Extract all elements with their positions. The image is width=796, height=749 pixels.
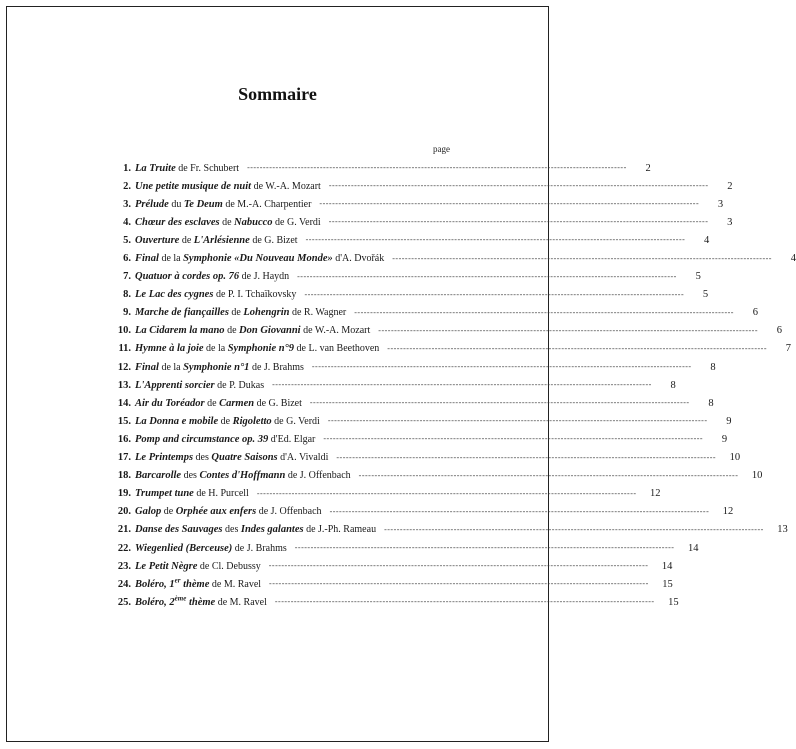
- toc-entry-label: Une petite musique de nuit de W.-A. Mozart: [135, 180, 321, 192]
- toc-entry-page: 4: [704, 234, 710, 246]
- toc-entry-label: Le Petit Nègre de Cl. Debussy: [135, 560, 261, 572]
- toc-entry: [103, 268, 701, 286]
- toc-leader: ------------------------------------------------------------------------------------------------------------------------: [256, 488, 637, 498]
- page-title: Sommaire: [238, 84, 317, 104]
- toc-entry: [103, 376, 676, 394]
- page-column-header: page: [433, 144, 450, 154]
- toc-leader: ------------------------------------------------------------------------------------------------------------------------: [294, 543, 675, 553]
- toc-leader: ------------------------------------------------------------------------------------------------------------------------: [329, 506, 710, 516]
- toc-entry-label: La Truite de Fr. Schubert: [135, 162, 240, 174]
- toc-entry-label: Marche de fiançailles de Lohengrin de R. Wagner: [135, 307, 347, 319]
- toc-entry: [103, 521, 788, 539]
- toc-entry-label: Barcarolle des Contes d'Hoffmann de J. Offenbach: [135, 470, 351, 482]
- toc-leader: ------------------------------------------------------------------------------------------------------------------------: [269, 579, 649, 589]
- toc-entry-label: Trumpet tune de H. Purcell: [135, 488, 249, 500]
- toc-leader: ------------------------------------------------------------------------------------------------------------------------: [309, 398, 690, 408]
- toc-entry-label: Danse des Sauvages des Indes galantes de J.-Ph. Rameau: [135, 524, 377, 536]
- toc-entry: [103, 249, 796, 267]
- toc-entry-page: 3: [717, 198, 724, 210]
- toc-entry-page: 4: [790, 253, 796, 265]
- page-frame: [6, 6, 796, 742]
- toc-entry-page: 13: [777, 524, 788, 536]
- toc-entry-page: 7: [785, 343, 791, 355]
- toc-entry-label: Air du Toréador de Carmen de G. Bizet: [135, 397, 302, 409]
- toc-entry: [103, 467, 763, 485]
- toc-entry-number: 8.: [123, 289, 131, 301]
- toc-leader: ------------------------------------------------------------------------------------------------------------------------: [274, 597, 655, 607]
- toc-entry: [103, 430, 728, 448]
- toc-leader: ------------------------------------------------------------------------------------------------------------------------: [327, 416, 708, 426]
- toc-entry-page: 8: [708, 397, 714, 409]
- toc-entry: [103, 575, 673, 593]
- toc-entry-number: 13.: [117, 379, 131, 391]
- toc-entry-number: 5.: [123, 234, 131, 246]
- toc-entry-number: 21.: [117, 524, 131, 536]
- toc-entry: [103, 503, 734, 521]
- toc-entry: [103, 159, 651, 177]
- toc-entry-number: 14.: [117, 397, 131, 409]
- toc-entry-page: 2: [727, 180, 733, 192]
- toc-leader: ------------------------------------------------------------------------------------------------------------------------: [311, 362, 692, 372]
- toc-entry-label: La Cidarem la mano de Don Giovanni de W.-A. Mozart: [135, 325, 371, 337]
- toc-entry-label: Final de la Symphonie n°1 de J. Brahms: [135, 361, 304, 373]
- toc-entry-label: Le Lac des cygnes de P. I. Tchaïkovsky: [135, 289, 297, 301]
- toc-leader: ------------------------------------------------------------------------------------------------------------------------: [336, 452, 717, 462]
- toc-entry-label: Boléro, 1er thème de M. Ravel: [135, 576, 262, 590]
- toc-entry: [103, 539, 699, 557]
- toc-entry-number: 22.: [117, 542, 131, 554]
- toc-leader: ------------------------------------------------------------------------------------------------------------------------: [297, 271, 677, 281]
- toc-entry-number: 3.: [123, 198, 131, 210]
- toc-leader: ------------------------------------------------------------------------------------------------------------------------: [358, 470, 739, 480]
- toc-entry-label: La Donna e mobile de Rigoletto de G. Verdi: [135, 415, 320, 427]
- toc-leader: ------------------------------------------------------------------------------------------------------------------------: [319, 199, 700, 209]
- toc-entry-number: 19.: [117, 488, 131, 500]
- toc-entry-number: 2.: [123, 180, 131, 192]
- toc-leader: ------------------------------------------------------------------------------------------------------------------------: [354, 307, 734, 317]
- toc-entry: [103, 177, 733, 195]
- toc-entry-label: Wiegenlied (Berceuse) de J. Brahms: [135, 542, 287, 554]
- toc-entry-page: 12: [650, 488, 661, 500]
- toc-entry-page: 6: [752, 307, 758, 319]
- toc-entry-number: 7.: [123, 271, 131, 283]
- toc-entry-label: Quatuor à cordes op. 76 de J. Haydn: [135, 271, 290, 283]
- toc-leader: ------------------------------------------------------------------------------------------------------------------------: [268, 561, 649, 571]
- toc-entry: [103, 322, 782, 340]
- toc-entry-number: 9.: [123, 307, 131, 319]
- toc-entry-page: 6: [776, 325, 782, 337]
- toc-entry-number: 23.: [117, 560, 131, 572]
- toc-entry-number: 16.: [117, 433, 131, 445]
- toc-entry: [103, 449, 741, 467]
- toc-leader: ------------------------------------------------------------------------------------------------------------------------: [384, 524, 764, 534]
- toc-entry: [103, 213, 733, 231]
- toc-entry-number: 6.: [123, 253, 131, 265]
- table-of-contents: [103, 159, 796, 611]
- toc-entry: [103, 394, 714, 412]
- toc-entry-page: 8: [710, 361, 716, 373]
- toc-entry: [103, 358, 716, 376]
- toc-leader: ------------------------------------------------------------------------------------------------------------------------: [272, 380, 652, 390]
- toc-entry-label: Boléro, 2ème thème de M. Ravel: [135, 594, 267, 608]
- toc-entry-page: 5: [702, 289, 709, 301]
- toc-entry-number: 25.: [117, 596, 131, 608]
- toc-entry: [103, 485, 661, 503]
- toc-entry-page: 12: [722, 506, 734, 518]
- toc-entry-number: 12.: [117, 361, 131, 373]
- toc-entry-page: 9: [726, 415, 732, 427]
- toc-entry-number: 24.: [117, 578, 131, 590]
- toc-leader: ------------------------------------------------------------------------------------------------------------------------: [392, 253, 772, 263]
- toc-entry: [103, 557, 673, 575]
- toc-entry: [103, 304, 758, 322]
- toc-entry-page: 14: [661, 560, 673, 572]
- toc-entry: [103, 231, 710, 249]
- toc-entry-number: 4.: [123, 216, 131, 228]
- toc-entry-number: 10.: [117, 325, 131, 337]
- toc-entry-number: 17.: [117, 452, 131, 464]
- toc-leader: ------------------------------------------------------------------------------------------------------------------------: [328, 217, 709, 227]
- toc-entry-label: Le Printemps des Quatre Saisons d'A. Vivaldi: [135, 452, 329, 464]
- toc-entry-page: 14: [687, 542, 699, 554]
- toc-entry-page: 2: [645, 162, 651, 174]
- toc-entry-number: 11.: [118, 343, 131, 355]
- toc-entry-page: 15: [668, 596, 679, 608]
- toc-entry-page: 5: [695, 271, 701, 283]
- toc-entry-label: L'Apprenti sorcier de P. Dukas: [135, 379, 265, 391]
- toc-entry: [103, 593, 679, 611]
- toc-leader: ------------------------------------------------------------------------------------------------------------------------: [378, 325, 758, 335]
- toc-entry-page: 15: [662, 578, 673, 590]
- toc-leader: ------------------------------------------------------------------------------------------------------------------------: [304, 289, 685, 299]
- toc-leader: ------------------------------------------------------------------------------------------------------------------------: [387, 343, 767, 353]
- toc-entry-page: 9: [721, 433, 728, 445]
- toc-entry-page: 3: [727, 216, 733, 228]
- toc-entry-label: Final de la Symphonie «Du Nouveau Monde» d'A. Dvořák: [135, 253, 385, 265]
- toc-entry-label: Pomp and circumstance op. 39 d'Ed. Elgar: [135, 433, 316, 445]
- toc-leader: ------------------------------------------------------------------------------------------------------------------------: [323, 434, 704, 444]
- toc-entry: [103, 286, 709, 304]
- toc-entry-number: 15.: [117, 415, 131, 427]
- toc-entry: [103, 195, 724, 213]
- toc-entry-number: 1.: [123, 162, 131, 174]
- toc-entry-label: Prélude du Te Deum de M.-A. Charpentier: [135, 198, 312, 210]
- toc-entry-label: Hymne à la joie de la Symphonie n°9 de L. van Beethoven: [135, 343, 380, 355]
- toc-entry-page: 10: [729, 452, 741, 464]
- toc-leader: ------------------------------------------------------------------------------------------------------------------------: [305, 235, 686, 245]
- toc-entry-number: 20.: [117, 506, 131, 518]
- toc-entry-label: Ouverture de L'Arlésienne de G. Bizet: [135, 234, 298, 246]
- toc-leader: ------------------------------------------------------------------------------------------------------------------------: [328, 181, 709, 191]
- toc-entry-label: Chœur des esclaves de Nabucco de G. Verdi: [135, 216, 321, 228]
- toc-entry: [103, 412, 732, 430]
- toc-entry-page: 8: [670, 379, 676, 391]
- toc-leader: ------------------------------------------------------------------------------------------------------------------------: [247, 163, 627, 173]
- toc-entry-page: 10: [751, 470, 763, 482]
- toc-entry-number: 18.: [117, 470, 131, 482]
- toc-entry: [103, 340, 791, 358]
- toc-entry-label: Galop de Orphée aux enfers de J. Offenbach: [135, 506, 322, 518]
